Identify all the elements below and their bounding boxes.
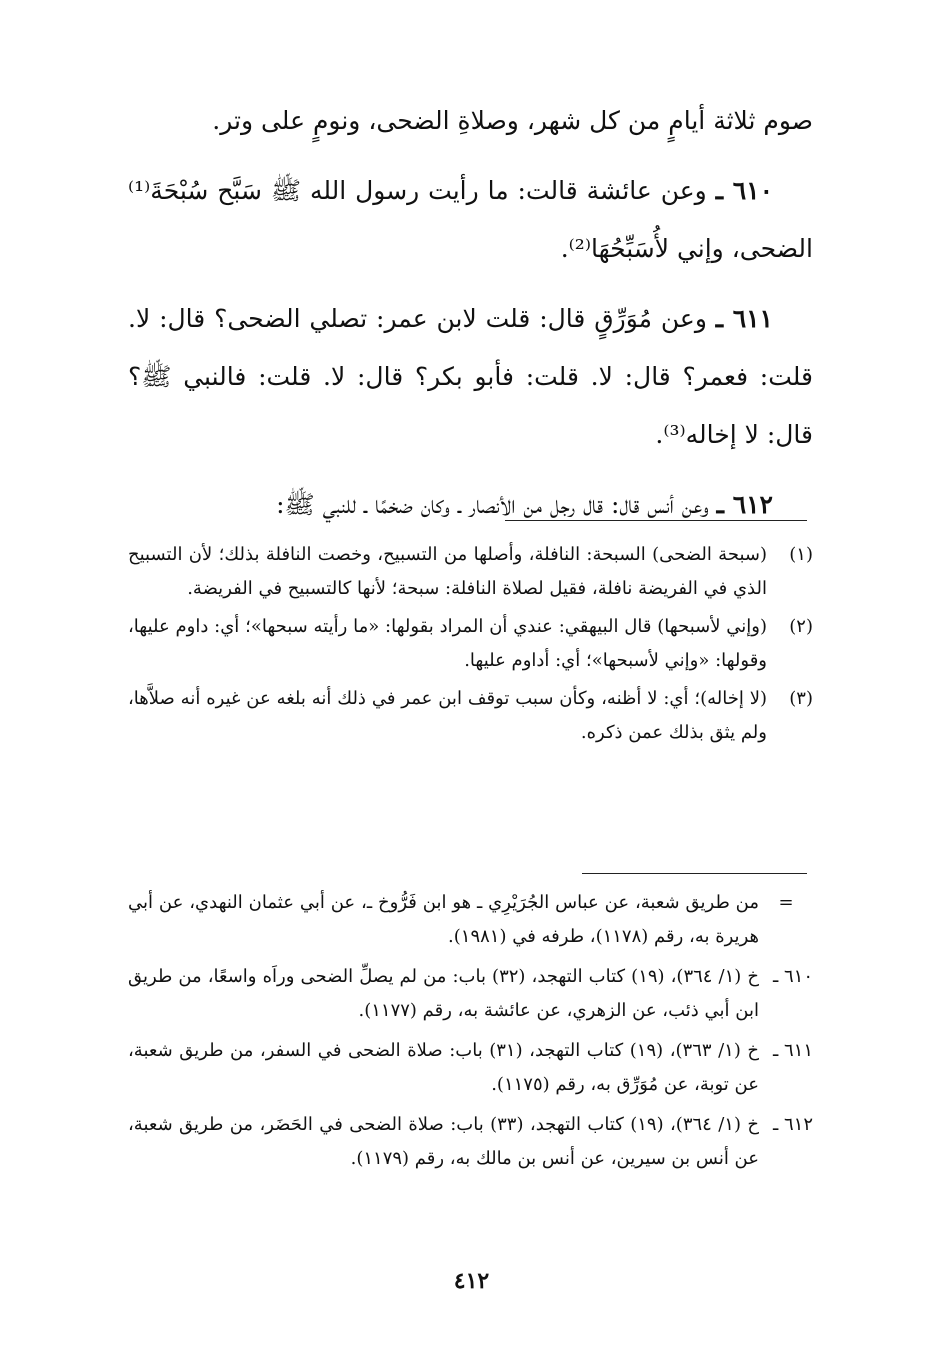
takhrij-marker: =	[778, 892, 794, 913]
hadith-611	[128, 290, 813, 464]
takhrij-number: ٦١٢ ـ	[772, 1114, 813, 1135]
takhrij-612	[128, 1108, 813, 1176]
footnote-divider	[505, 520, 807, 521]
footnotes	[128, 538, 813, 754]
takhrij-divider	[582, 873, 807, 874]
takhrij-text: خ (١/ ٣٦٤)، (١٩) كتاب التهجد، (٣٣) باب: صلاة الضحى في الحَضَر، من طريق شعبة، عن أنس بن سيرين، عن أنس بن مالك به، رقم (١١٧٩).	[128, 1114, 759, 1169]
hadith-number: ٦١١ ـ	[715, 304, 773, 333]
takhrij-611	[128, 1034, 813, 1102]
footnote-number: (٣)	[789, 688, 813, 709]
takhrij-610	[128, 960, 813, 1028]
paragraph-text: صوم ثلاثة أيامٍ من كل شهر، وصلاةِ الضحى، ونومٍ على وتر.	[212, 106, 813, 135]
hadith-612	[128, 476, 813, 534]
footnote-1	[128, 538, 813, 606]
footnote-text: (لا إخاله)؛ أي: لا أظنه، وكأن سبب توقف ابن عمر في ذلك أنه بلغه عن غيره أنه صلاَّها، ولم يثق بذلك عمن ذكره.	[128, 688, 767, 743]
takhrij-text: خ (١/ ٣٦٣)، (١٩) كتاب التهجد، (٣١) باب: صلاة الضحى في السفر، من طريق شعبة، عن توبة، عن مُوَرِّق به، رقم (١١٧٥).	[128, 1040, 760, 1095]
footnote-text: (وإني لأسبحها) قال البيهقي: عندي أن المراد بقولها: «ما رأيته سبحها»؛ أي: داوم عليها، وقولها: «وإني لأسبحها»؛ أي: أداوم عليها.	[128, 616, 767, 671]
hadith-number: ٦١٠ ـ	[715, 176, 774, 205]
page-number: ٤١٢	[453, 1268, 490, 1294]
takhrij-number: ٦١١ ـ	[772, 1040, 813, 1061]
takhrij-continuation	[128, 886, 813, 954]
hadith-text: وعن مُوَرِّقٍ قال: قلت لابن عمر: تصلي الضحى؟ قال: لا. قلت: فعمر؟ قال: لا. قلت: فأبو بكر؟ قال: لا. قلت: فالنبي ﷺ؟ قال: لا إخاله⁽³⁾.	[128, 304, 813, 449]
text-continuation	[128, 92, 813, 150]
main-text	[128, 92, 813, 534]
takhrij-text: خ (١/ ٣٦٤)، (١٩) كتاب التهجد، (٣٢) باب: من لم يصلِّ الضحى وراَه واسعًا، من طريق ابن أبي ذئب، عن الزهري، عن عائشة به، رقم (١١٧٧).	[128, 966, 759, 1021]
footnote-number: (١)	[789, 544, 813, 565]
footnote-number: (٢)	[789, 616, 813, 637]
hadith-text: وعن عائشة قالت: ما رأيت رسول الله ﷺ سَبَّح سُبْحَةَ⁽¹⁾ الضحى، وإني لأُسَبِّحُهَا⁽²⁾.	[128, 176, 813, 263]
footnote-text: (سبحة الضحى) السبحة: النافلة، وأصلها من التسبيح، وخصت النافلة بذلك؛ لأن التسبيح الذي في الفريضة نافلة، فقيل لصلاة النافلة: سبحة؛ لأنها كالتسبيح في الفريضة.	[128, 544, 767, 599]
hadith-number: ٦١٢ ـ	[716, 490, 773, 519]
takhrij-number: ٦١٠ ـ	[772, 966, 813, 987]
footnote-3	[128, 682, 813, 750]
footnote-2	[128, 610, 813, 678]
takhrij-text: من طريق شعبة، عن عباس الجُرَيْرِي ـ هو ابن فَرُّوخ ـ، عن أبي عثمان النهدي، عن أبي هريرة به، رقم (١١٧٨)، طرفه في (١٩٨١).	[128, 892, 759, 947]
takhrij-notes	[128, 886, 813, 1182]
hadith-610	[128, 162, 813, 278]
hadith-text: وعن أنس قال: قال رجل من الأنصار ـ وكان ضخمًا ـ للنبي ﷺ:	[276, 490, 709, 519]
